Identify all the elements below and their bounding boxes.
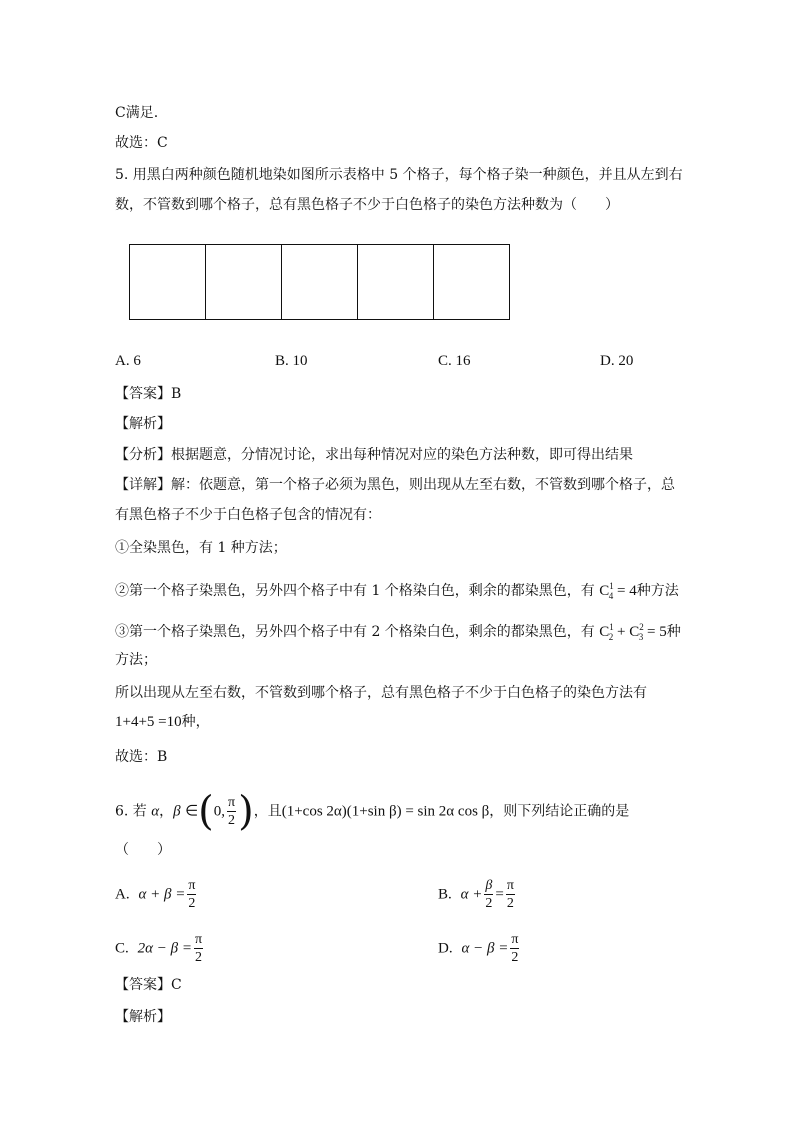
denominator: 2 [228,813,236,828]
q5-case1: ①全染黑色，有 1 种方法； [115,540,287,556]
q5-option-c: C. 16 [438,353,471,369]
option-label: D. [438,940,453,957]
q6-option-c [115,931,205,966]
pi-over-2 [510,931,519,966]
q5-stem-line1: 5. 用黑白两种颜色随机地染如图所示表格中 5 个格子，每个格子染一种颜色，并且从左到右 [115,167,683,183]
denominator: 2 [485,896,493,911]
case2-end: 种方法 [636,583,679,599]
beta-over-2 [484,877,493,912]
q5-sum [115,713,210,731]
beta: β [173,803,181,820]
grid-cell [358,245,434,319]
prev-text: C满足. [115,105,159,121]
grid-cell [434,245,509,319]
numerator: β [485,878,493,893]
denominator: 2 [188,896,196,911]
interval-zero: 0, [213,803,226,820]
option-label: B. [438,886,452,903]
numerator: π [195,932,203,947]
denominator: 2 [511,950,519,965]
left-paren: ( [198,788,214,835]
q5-option-b: B. 10 [275,353,308,369]
pi-over-2 [194,931,203,966]
q6-analysis-heading: 【解析】 [115,1009,171,1025]
pi-over-2 [187,877,196,912]
grid-cell [130,245,206,319]
q6-option-b [438,877,517,912]
numerator: π [511,932,519,947]
q5-stem-line2: 数，不管数到哪个格子，总有黑色格子不少于白色格子的染色方法种数为（ ） [115,197,619,213]
option-label: A. [115,886,130,903]
equals: = [495,886,504,903]
q5-detail-line2: 有黑色格子不少于白色格子包含的情况有： [115,507,381,523]
case3-text: ③第一个格子染黑色，另外四个格子中有 2 个格染白色，剩余的都染黑色，有 [115,624,600,640]
option-label: C. [115,940,129,957]
prev-answer: 故选：C [115,135,168,151]
q5-option-a: A. 6 [115,353,141,369]
q6-option-d [438,931,521,966]
case2-text: ②第一个格子染黑色，另外四个格子中有 1 个格染白色，剩余的都染黑色，有 [115,583,600,599]
case2-math: = 4 [617,583,637,599]
q6-answer: 【答案】C [115,977,182,993]
q5-answer: 【答案】B [115,386,182,402]
grid-cell [282,245,358,319]
q6-stem: 6. 若 α，β ∈(0, $\frac{\pi}{2}$ )，且(1+cos 2α)(1+sin β) = sin 2α cos β，则下列结论正确的是 [115,788,630,835]
case3-math: = 5 [647,624,667,640]
q6-option-a [115,877,198,912]
condition-equation: (1+cos 2α)(1+sin β) = sin 2α cos β [281,803,490,820]
q5-detail-line1: 【详解】解：依题意，第一个格子必须为黑色，则出现从左至右数，不管数到哪个格子，总 [115,477,675,493]
option-math: α + [460,886,483,903]
pi-over-2 [227,794,236,829]
option-math: α + β = [138,886,186,903]
q5-case3-cont: 方法； [115,652,157,668]
denominator: 2 [195,950,203,965]
alpha: α [151,803,160,820]
pi-over-2 [506,877,515,912]
option-math: α − β = [461,940,509,957]
denominator: 2 [506,896,514,911]
cond-pre: ，且 [253,803,282,820]
q5-case2 [115,577,679,605]
q5-case3 [115,618,681,646]
q6-prefix: 6. 若 [115,803,147,820]
q5-option-d: D. 20 [600,353,634,369]
sum-math: 1+4+5 =10 [115,714,182,730]
cond-post: ，则下列结论正确的是 [489,803,630,820]
numerator: π [188,878,196,893]
right-paren: ) [238,788,254,835]
in-symbol: ∈ [185,803,199,820]
numerator: π [228,795,236,810]
grid-cell [206,245,282,319]
q5-grid-figure [129,244,510,320]
q5-analysis-heading: 【解析】 [115,416,171,432]
option-math: 2α − β = [137,940,193,957]
q5-summary: 所以出现从左至右数，不管数到哪个格子，总有黑色格子不少于白色格子的染色方法有 [115,685,647,701]
q5-fenxi: 【分析】根据题意，分情况讨论，求出每种情况对应的染色方法种数，即可得出结果 [115,447,633,463]
case3-end: 种 [666,624,681,640]
combination-sum: $C^1_2 + C^2_3$ [599,622,644,642]
q6-blank: （ ） [115,842,171,858]
numerator: π [506,878,514,893]
combination-c41: $C^1_4$ [599,581,614,601]
q5-final: 故选：B [115,749,168,765]
sum-end: 种， [181,714,210,730]
